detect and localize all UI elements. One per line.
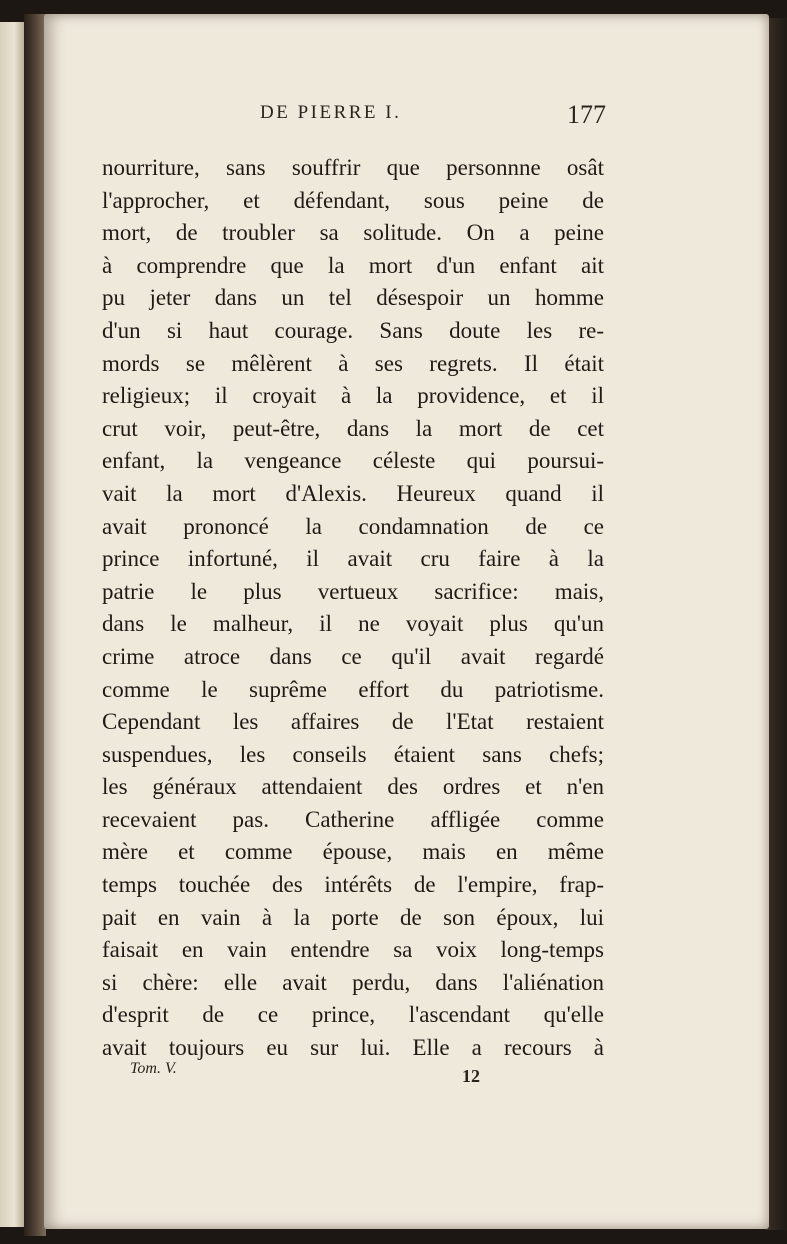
- text-line: suspendues, les conseils étaient sans chefs;: [102, 741, 604, 767]
- body-text: [102, 152, 604, 1065]
- facing-page-edge: [0, 22, 24, 1227]
- text-line: l'approcher, et défendant, sous peine de: [102, 187, 604, 213]
- page-number: 177: [567, 100, 606, 129]
- book-gutter: [24, 14, 46, 1236]
- text-line: Cependant les affaires de l'Etat restaient: [102, 709, 604, 735]
- text-line: pait en vain à la porte de son époux, lui: [102, 904, 604, 930]
- text-line: dans le malheur, il ne voyait plus qu'un: [102, 611, 604, 637]
- text-line: prince infortuné, il avait cru faire à la: [102, 546, 604, 572]
- text-line: mère et comme épouse, mais en même: [102, 839, 604, 865]
- volume-signature: Tom. V.: [130, 1060, 177, 1077]
- text-line: religieux; il croyait à la providence, et il: [102, 383, 604, 409]
- text-line: d'esprit de ce prince, l'ascendant qu'elle: [102, 1002, 604, 1028]
- text-line: nourriture, sans souffrir que personnne osât: [102, 155, 604, 180]
- text-line: temps touchée des intérêts de l'empire, frap-: [102, 872, 604, 898]
- text-line: avait toujours eu sur lui. Elle a recours à: [102, 1035, 604, 1061]
- text-line: d'un si haut courage. Sans doute les re-: [102, 317, 604, 343]
- running-title: DE PIERRE I.: [260, 102, 402, 123]
- text-line: patrie le plus vertueux sacrifice: mais,: [102, 578, 604, 604]
- running-head: [102, 96, 606, 136]
- text-line: à comprendre que la mort d'un enfant ait: [102, 252, 604, 278]
- text-line: pu jeter dans un tel désespoir un homme: [102, 285, 604, 311]
- text-line: avait prononcé la condamnation de ce: [102, 513, 604, 539]
- text-line: comme le suprême effort du patriotisme.: [102, 676, 604, 702]
- text-line: vait la mort d'Alexis. Heureux quand il: [102, 480, 604, 506]
- signature-mark: 12: [462, 1066, 480, 1086]
- text-line: recevaient pas. Catherine affligée comme: [102, 806, 604, 832]
- text-line: crut voir, peut-être, dans la mort de cet: [102, 415, 604, 441]
- text-line: les généraux attendaient des ordres et n'en: [102, 774, 604, 800]
- text-line: enfant, la vengeance céleste qui poursui-: [102, 448, 604, 474]
- text-line: crime atroce dans ce qu'il avait regardé: [102, 643, 604, 669]
- text-line: faisait en vain entendre sa voix long-temps: [102, 937, 604, 963]
- text-line: mort, de troubler sa solitude. On a peine: [102, 220, 604, 246]
- text-line: si chère: elle avait perdu, dans l'aliénation: [102, 969, 604, 995]
- text-line: mords se mêlèrent à ses regrets. Il était: [102, 350, 604, 376]
- page-edge-shadow: [766, 18, 787, 1230]
